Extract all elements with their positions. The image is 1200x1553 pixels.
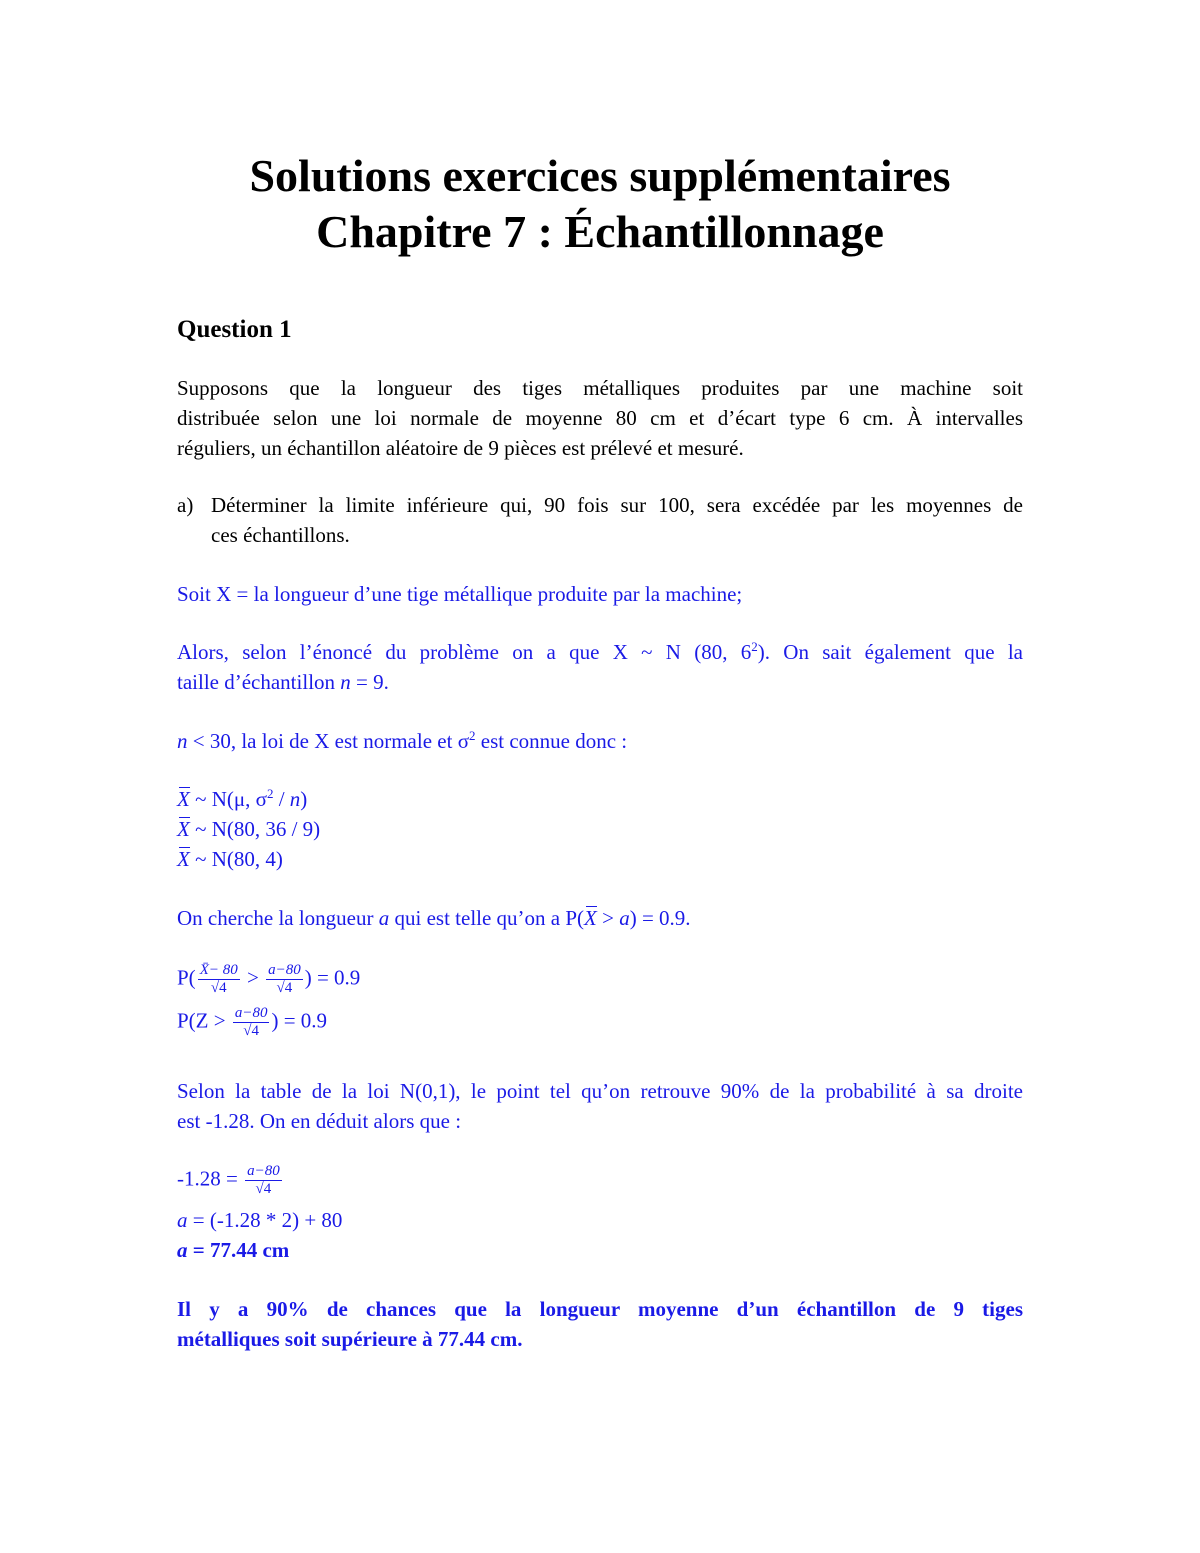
intro-line: réguliers, un échantillon aléatoire de 9 pièces est prélevé et mesuré. (177, 436, 744, 460)
part-a-line: ces échantillons. (211, 523, 350, 547)
z-value-equation: -1.28 = $\frac{a-80}{√4}$ (177, 1163, 280, 1197)
condition-line: n < 30, la loi de X est normale et $\sigma^2$ est connue donc : (177, 728, 628, 753)
question-intro (177, 373, 1023, 463)
solution-definition: Soit X = la longueur d’une tige métallique produite par la machine; (177, 582, 743, 606)
sampling-distribution-values: X ~ N(80, 36 / 9) (177, 814, 320, 844)
conclusion-line: métalliques soit supérieure à 77.44 cm. (177, 1327, 523, 1351)
fraction: $\frac{X̄- 80}{√4}$ (199, 962, 238, 996)
solve-equation: a = (-1.28 * 2) + 80 (177, 1208, 343, 1232)
fraction: $\frac{a-80}{√4}$ (247, 1163, 280, 1197)
distribution-line: Alors, selon l’énoncé du problème on a que X ~ N (80, $6^2$). On sait également que la (177, 639, 1023, 664)
table-line: est -1.28. On en déduit alors que : (177, 1109, 462, 1133)
table-lookup-text (177, 1076, 1023, 1136)
intro-line: Supposons que la longueur des tiges métalliques produites par une machine soit (177, 376, 1023, 400)
conclusion-line: Il y a 90% de chances que la longueur moyenne d’un échantillon de 9 tiges (177, 1297, 1023, 1321)
search-statement: On cherche la longueur a qui est telle qu’on a P(X > a) = 0.9. (177, 903, 691, 933)
part-a-text (211, 490, 1023, 550)
part-a-line: Déterminer la limite inférieure qui, 90 fois sur 100, sera excédée par les moyennes de (211, 493, 1023, 517)
document-title-line2: Chapitre 7 : Échantillonnage (316, 206, 884, 257)
sample-size-line: taille d’échantillon n = 9. (177, 670, 389, 694)
sampling-distribution-simplified: X ~ N(80, 4) (177, 844, 283, 874)
conclusion (177, 1294, 1023, 1354)
z-equation: P(Z > $\frac{a-80}{√4}$ ) = 0.9 (177, 1005, 328, 1039)
sampling-distribution-general: X ~ N(μ, $\sigma^2 / n$) (177, 784, 307, 814)
part-a-label: a) (177, 493, 194, 517)
fraction: $\frac{a-80}{√4}$ (234, 1005, 268, 1039)
result: a = 77.44 cm (177, 1238, 290, 1262)
standardization-equation: P( $\frac{X̄- 80}{√4}$ > $\frac{a-80}{√4}$ ) = 0.9 (177, 962, 361, 996)
fraction: $\frac{a-80}{√4}$ (268, 962, 301, 996)
question-heading: Question 1 (177, 316, 292, 343)
table-line: Selon la table de la loi N(0,1), le point tel qu’on retrouve 90% de la probabilité à sa droite (177, 1079, 1023, 1103)
solution-distribution-text (177, 637, 1023, 697)
document-title-line1: Solutions exercices supplémentaires (249, 150, 951, 201)
intro-line: distribuée selon une loi normale de moyenne 80 cm et d’écart type 6 cm. À intervalles (177, 406, 1023, 430)
